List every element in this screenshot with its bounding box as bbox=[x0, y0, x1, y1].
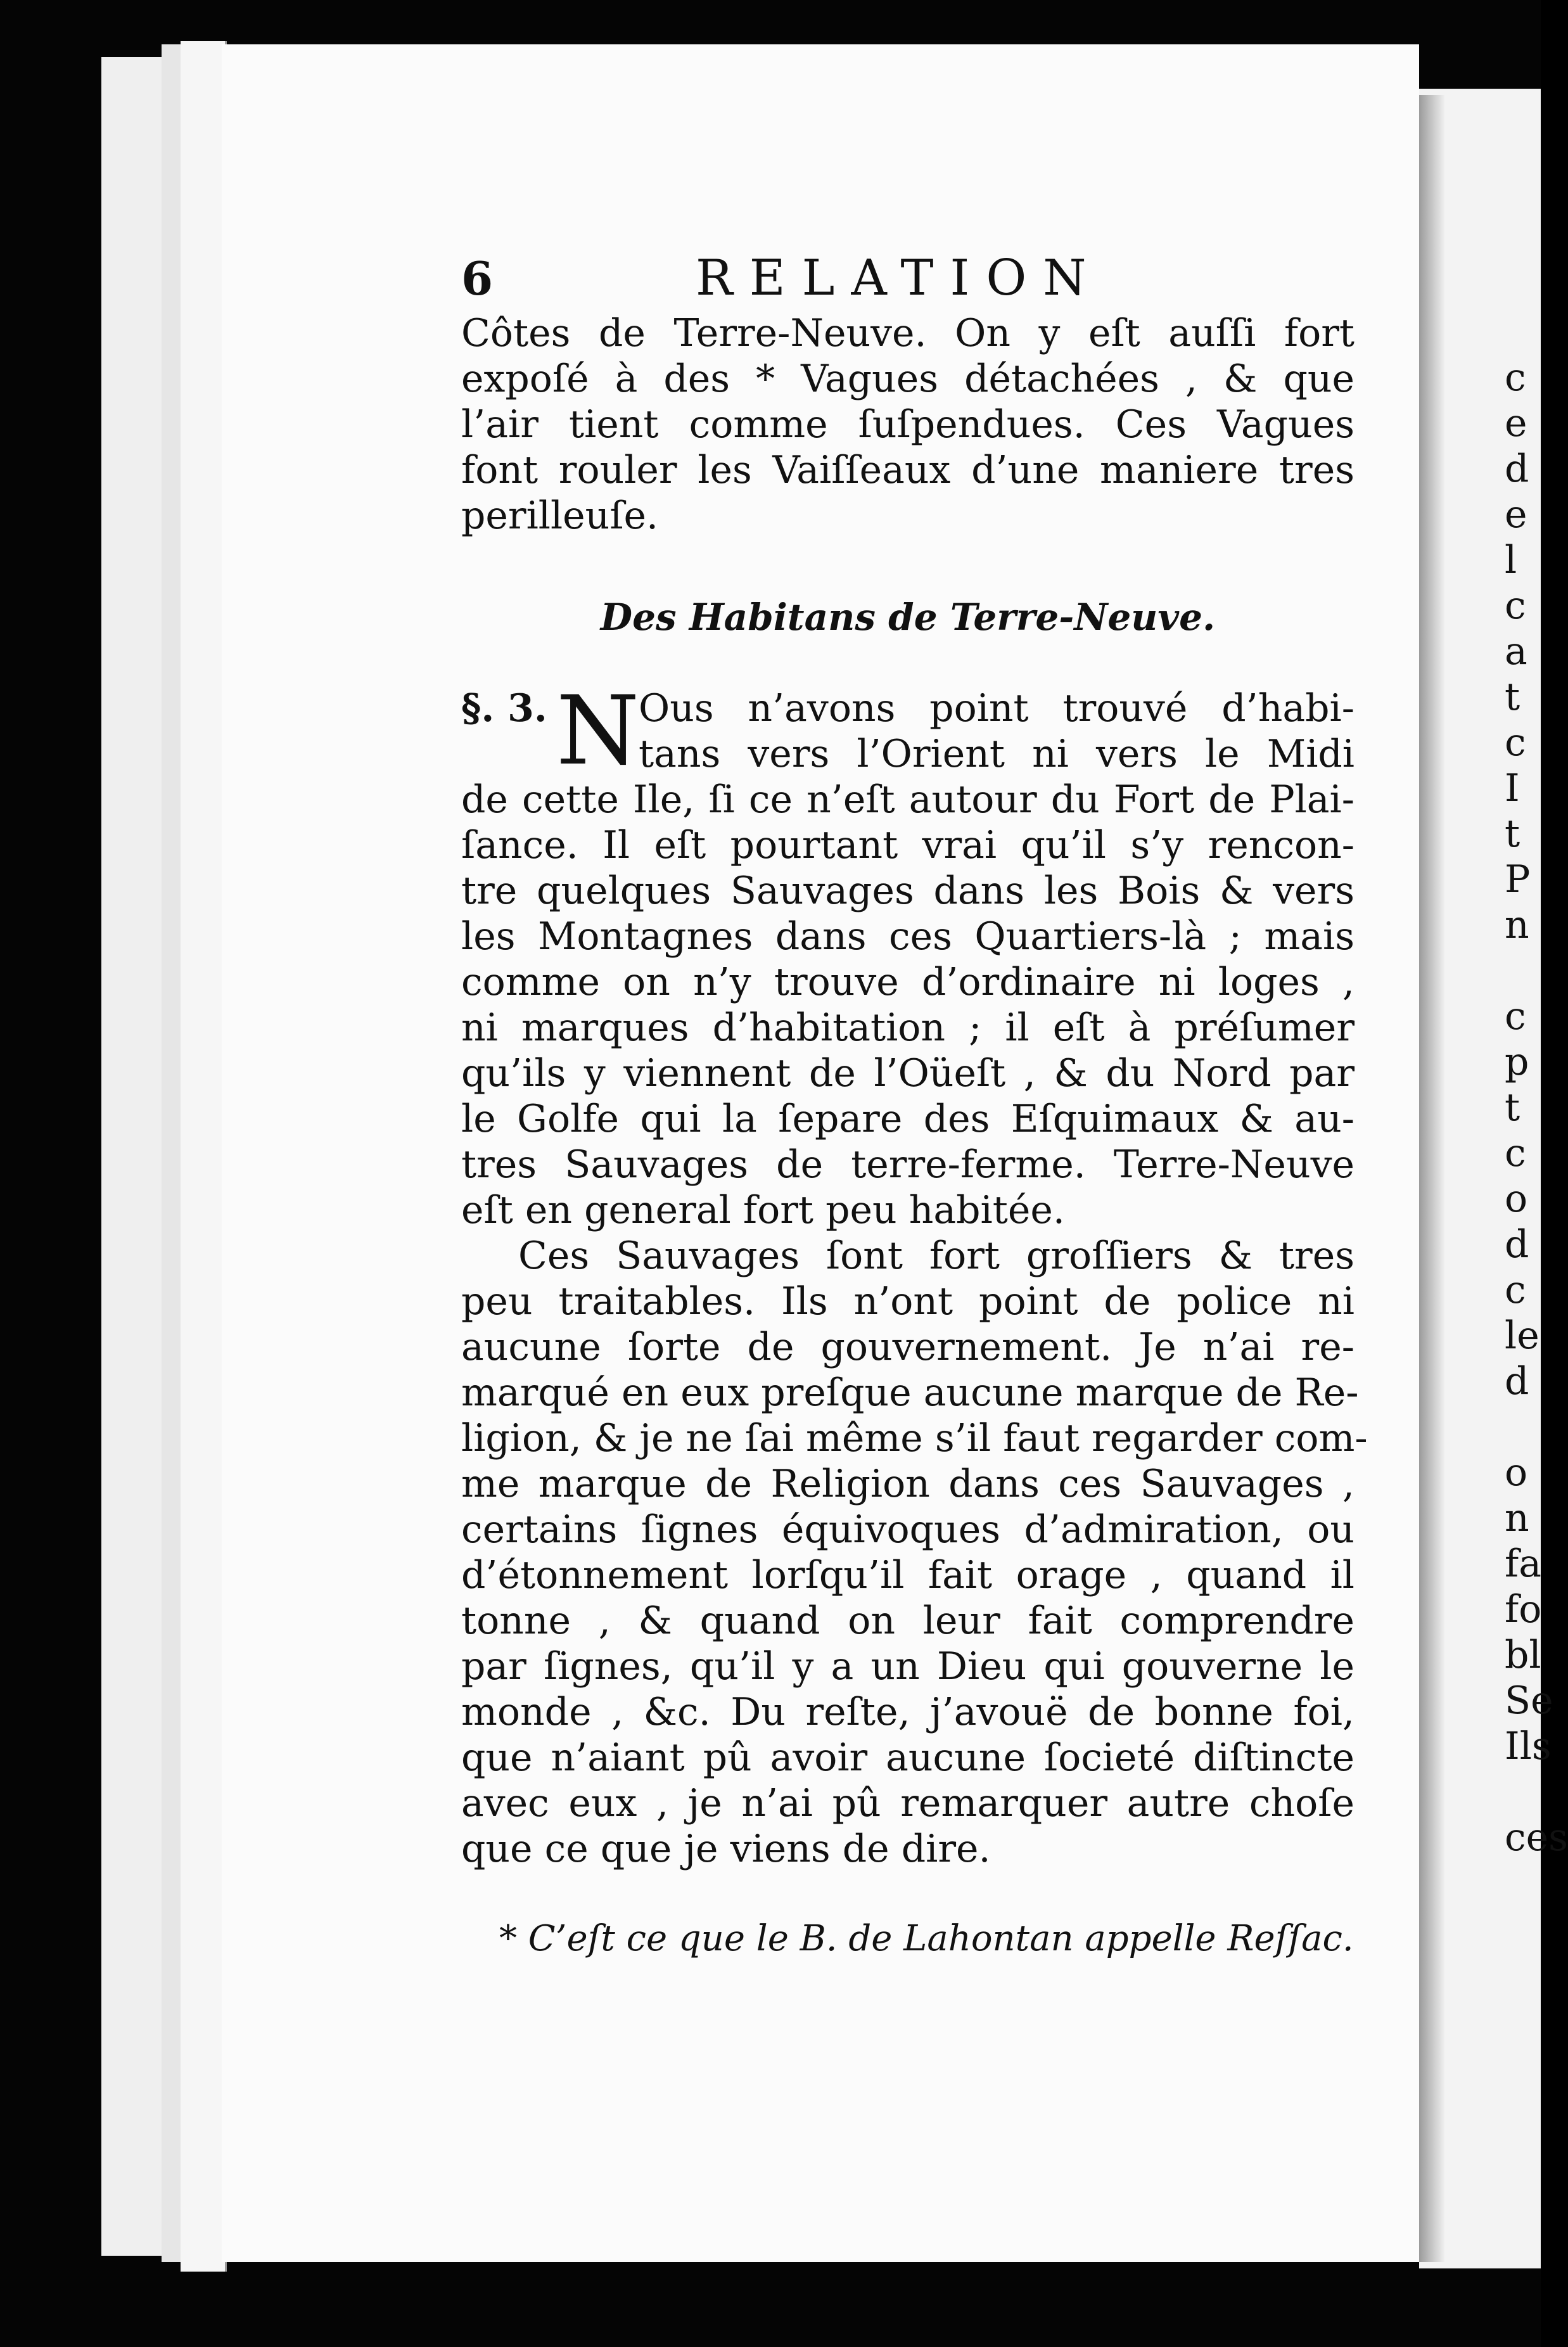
facing-page-fragment bbox=[1505, 1769, 1541, 1815]
running-title: RELATION bbox=[696, 250, 1103, 307]
facing-page-fragment: e bbox=[1505, 492, 1527, 537]
text-line: qu’ils y viennent de l’Oüeſt , & du Nord par bbox=[461, 1051, 1354, 1096]
facing-page-fragment: c bbox=[1505, 584, 1526, 628]
text-line: tres Sauvages de terre-ferme. Terre-Neuve bbox=[461, 1142, 1354, 1187]
facing-page-fragment: I bbox=[1505, 766, 1520, 810]
facing-page-fragment: e bbox=[1505, 401, 1527, 445]
page-content bbox=[461, 250, 1368, 1962]
text-line: Ces Sauvages ſont fort groſſiers & tres bbox=[518, 1234, 1354, 1278]
facing-page-fragment: a bbox=[1505, 629, 1527, 674]
facing-page-fragment: le bbox=[1505, 1314, 1539, 1358]
section-mark: §. 3. bbox=[461, 686, 547, 731]
facing-page-fragment: l bbox=[1505, 538, 1517, 582]
text-line: expoſé à des * Vagues détachées , & que bbox=[461, 357, 1354, 401]
facing-page-fragment: n bbox=[1505, 903, 1529, 947]
facing-page-fragment: fo bbox=[1505, 1587, 1542, 1632]
text-line: comme on n’y trouve d’ordinaire ni loges , bbox=[461, 960, 1354, 1004]
facing-page-fragment: bl bbox=[1505, 1633, 1541, 1677]
text-line: Ous n’avons point trouvé d’habi- bbox=[639, 686, 1354, 731]
facing-page-fragment: d bbox=[1505, 1359, 1529, 1404]
text-line: aucune ſorte de gouvernement. Je n’ai re- bbox=[461, 1325, 1354, 1369]
text-line: de cette Ile, ſi ce n’eſt autour du Fort de Plai- bbox=[461, 777, 1354, 822]
stacked-page-edge bbox=[162, 44, 182, 2262]
facing-page-fragment: fa bbox=[1505, 1542, 1541, 1586]
text-line: tonne , & quand on leur fait comprendre bbox=[461, 1599, 1354, 1643]
text-line: monde , &c. Du reſte, j’avouë de bonne foi, bbox=[461, 1690, 1354, 1734]
text-line: les Montagnes dans ces Quartiers-là ; mais bbox=[461, 914, 1354, 959]
text-line: marqué en eux preſque aucune marque de Re- bbox=[461, 1371, 1359, 1415]
text-line: me marque de Religion dans ces Sauvages , bbox=[461, 1462, 1354, 1506]
text-line: peu traitables. Ils n’ont point de police ni bbox=[461, 1279, 1354, 1324]
drop-cap: N bbox=[556, 676, 640, 786]
text-line: Côtes de Terre-Neuve. On y eſt auſſi fort bbox=[461, 311, 1354, 355]
text-line: avec eux , je n’ai pû remarquer autre choſe bbox=[461, 1781, 1354, 1826]
facing-page-fragment: Ils bbox=[1505, 1724, 1552, 1768]
running-head bbox=[461, 250, 1354, 310]
text-line: tre quelques Sauvages dans les Bois & vers bbox=[461, 869, 1354, 913]
text-line: l’air tient comme ſuſpendues. Ces Vagues bbox=[461, 402, 1354, 447]
text-line: tans vers l’Orient ni vers le Midi bbox=[639, 732, 1354, 776]
text-line: d’étonnement lorſqu’il fait orage , quand il bbox=[461, 1553, 1354, 1597]
facing-page-fragment: n bbox=[1505, 1496, 1529, 1540]
text-line: ligion, & je ne ſai même s’il faut regarder com- bbox=[461, 1416, 1368, 1461]
facing-page-fragment: t bbox=[1505, 675, 1520, 719]
page-number: 6 bbox=[461, 252, 494, 305]
section-heading: Des Habitans de Terre-Neuve. bbox=[600, 596, 1216, 639]
facing-page-fragment: c bbox=[1505, 1268, 1526, 1312]
facing-page-fragment: t bbox=[1505, 1085, 1520, 1130]
facing-page-fragment: c bbox=[1505, 355, 1526, 400]
paragraph-2 bbox=[461, 1233, 1368, 1872]
facing-page-fragment: o bbox=[1505, 1177, 1528, 1221]
facing-page-text bbox=[1505, 355, 1568, 1860]
facing-page-fragment: d bbox=[1505, 447, 1529, 491]
facing-page-fragment: P bbox=[1505, 857, 1531, 902]
text-line: par ſignes, qu’il y a un Dieu qui gouverne le bbox=[461, 1644, 1354, 1689]
facing-page-fragment: o bbox=[1505, 1450, 1528, 1495]
facing-page-fragment bbox=[1505, 1404, 1541, 1450]
stacked-page-edge bbox=[101, 57, 167, 2256]
facing-page-fragment: p bbox=[1505, 1040, 1529, 1084]
text-line: font rouler les Vaiſſeaux d’une maniere tres bbox=[461, 448, 1354, 492]
facing-page-fragment: c bbox=[1505, 1131, 1526, 1175]
footnote: * C’eſt ce que le B. de Lahontan appelle Reſſac. bbox=[499, 1918, 1354, 1959]
facing-page-fragment: d bbox=[1505, 1222, 1529, 1267]
text-line: que ce que je viens de dire. bbox=[461, 1827, 991, 1871]
text-line: ni marques d’habitation ; il eſt à préſumer bbox=[461, 1006, 1354, 1050]
top-paragraph bbox=[461, 310, 1354, 539]
text-line: le Golfe qui la ſepare des Eſquimaux & au- bbox=[461, 1097, 1354, 1141]
text-line: perilleuſe. bbox=[461, 494, 659, 538]
facing-page-fragment: t bbox=[1505, 812, 1520, 856]
facing-page-fragment: ces bbox=[1505, 1815, 1568, 1860]
paragraph-1 bbox=[461, 676, 1354, 1233]
text-line: eſt en general fort peu habitée. bbox=[461, 1188, 1065, 1232]
facing-page-fragment: c bbox=[1505, 994, 1526, 1039]
stacked-page-edge bbox=[181, 41, 227, 2272]
text-line: que n’aiant pû avoir aucune ſocieté diſtincte bbox=[461, 1736, 1354, 1780]
text-line: ſance. Il eſt pourtant vrai qu’il s’y rencon- bbox=[461, 823, 1354, 867]
facing-page-fragment: Se bbox=[1505, 1679, 1553, 1723]
text-line: certains ſignes équivoques d’admiration, ou bbox=[461, 1507, 1354, 1552]
facing-page-fragment: c bbox=[1505, 720, 1526, 765]
facing-page-fragment bbox=[1505, 948, 1541, 994]
